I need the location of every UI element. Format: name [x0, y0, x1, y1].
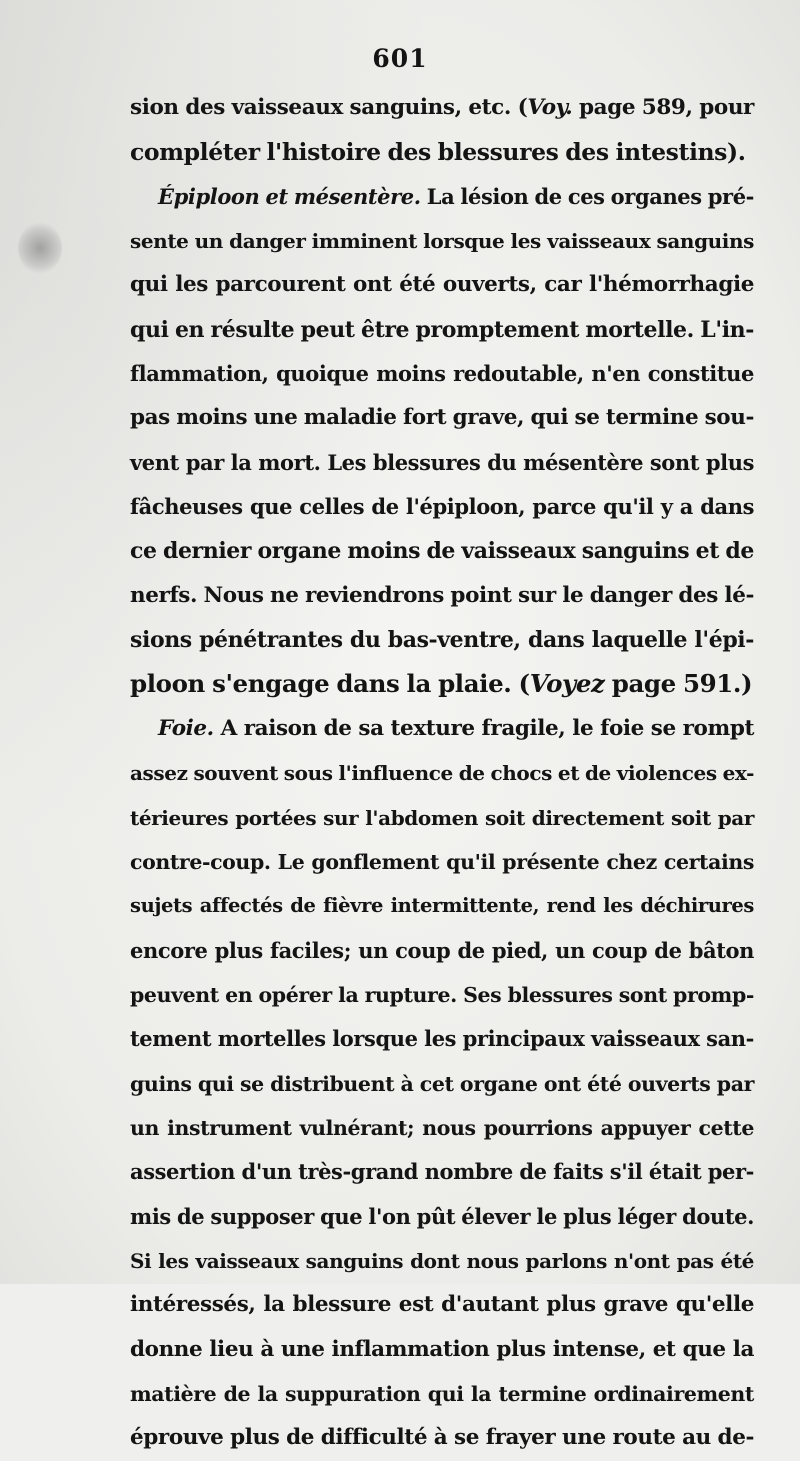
italic-text: Voy. [527, 95, 573, 120]
text-segment: guins qui se distribuent à cet organe ont été ouverts par [130, 1071, 754, 1096]
text-line [130, 1328, 754, 1372]
text-segment: contre-coup. Le gonflement qu'il présente chez certains [130, 849, 754, 874]
text-segment: ploon s'engage dans la plaie. ( [130, 669, 530, 699]
text-line [130, 1195, 754, 1239]
text-line [130, 1150, 754, 1194]
text-line [130, 751, 754, 795]
text-segment: fâcheuses que celles de l'épiploon, parce qu'il y a dans [130, 494, 754, 520]
text-line [130, 662, 754, 706]
text-line [130, 1017, 754, 1061]
text-line [130, 840, 754, 884]
text-segment: éprouve plus de difficulté à se frayer une route au de- [130, 1425, 754, 1451]
text-line [130, 175, 754, 219]
text-line [130, 441, 754, 485]
text-line [130, 263, 754, 307]
text-segment: Si les vaisseaux sanguins dont nous parlons n'ont pas été [130, 1248, 754, 1273]
text-line [130, 707, 754, 751]
text-line [130, 796, 754, 840]
text-line [130, 396, 754, 440]
body-text [130, 86, 754, 1461]
italic-text: Épiploon et mésentère. [158, 183, 421, 209]
paper-stain [18, 222, 62, 274]
text-line [130, 1239, 754, 1283]
text-line [130, 352, 754, 396]
text-segment: intéressés, la blessure est d'autant plus grave qu'elle [130, 1292, 754, 1318]
text-segment: sions pénétrantes du bas-ventre, dans laquelle l'épi- [130, 627, 754, 654]
text-segment: assez souvent sous l'influence de chocs et de violences ex- [130, 761, 754, 786]
text-segment: peuvent en opérer la rupture. Ses blessures sont promp- [130, 982, 754, 1007]
text-line [130, 1416, 754, 1460]
text-line [130, 884, 754, 928]
text-line [130, 574, 754, 618]
italic-text: Foie. [158, 715, 214, 741]
page-number: 601 [372, 44, 428, 73]
text-line [130, 929, 754, 973]
text-segment: flammation, quoique moins redoutable, n'en constitue [130, 361, 754, 387]
text-segment: qui les parcourent ont été ouverts, car l'hémorrhagie [130, 272, 754, 298]
text-segment: vent par la mort. Les blessures du mésentère sont plus [130, 449, 754, 475]
text-line [130, 529, 754, 573]
text-segment: un instrument vulnérant; nous pourrions appuyer cette [130, 1115, 754, 1140]
text-line [130, 973, 754, 1017]
text-line [130, 618, 754, 662]
text-line [130, 219, 754, 263]
text-segment: sujets affectés de fièvre intermittente, rend les déchirures [130, 894, 754, 918]
italic-text: Voyez [529, 669, 605, 699]
text-line [130, 86, 754, 130]
text-line [130, 1062, 754, 1106]
text-line [130, 308, 754, 352]
text-segment: A raison de sa texture fragile, le foie se rompt [213, 715, 754, 741]
text-segment: mis de supposer que l'on pût élever le plus léger doute. [130, 1203, 754, 1229]
text-segment: ce dernier organe moins de vaisseaux sanguins et de [130, 538, 754, 565]
text-segment: pas moins une maladie fort grave, qui se termine sou- [130, 405, 754, 431]
text-segment: qui en résulte peut être promptement mortelle. L'in- [130, 316, 754, 343]
text-segment: donne lieu à une inflammation plus intense, et que la [130, 1336, 754, 1362]
text-segment: nerfs. Nous ne reviendrons point sur le danger des lé- [130, 582, 754, 608]
text-segment: tement mortelles lorsque les principaux vaisseaux san- [130, 1026, 754, 1052]
text-segment: sente un danger imminent lorsque les vaisseaux sanguins [130, 229, 754, 254]
text-line [130, 1106, 754, 1150]
text-segment: La lésion de ces organes pré- [420, 183, 754, 209]
text-line [130, 130, 754, 174]
text-line [130, 1372, 754, 1416]
text-segment: compléter l'histoire des blessures des intestins). [130, 138, 746, 167]
text-line [130, 485, 754, 529]
text-segment: page 591.) [604, 669, 753, 699]
text-line [130, 1283, 754, 1327]
text-segment: page 589, pour [572, 95, 754, 120]
text-segment: matière de la suppuration qui la termine ordinairement [130, 1381, 754, 1406]
text-segment: sion des vaisseaux sanguins, etc. ( [130, 95, 528, 120]
text-segment: térieures portées sur l'abdomen soit directement soit par [130, 805, 754, 830]
text-segment: encore plus faciles; un coup de pied, un coup de bâton [130, 937, 754, 963]
text-segment: assertion d'un très-grand nombre de faits s'il était per- [130, 1159, 754, 1185]
